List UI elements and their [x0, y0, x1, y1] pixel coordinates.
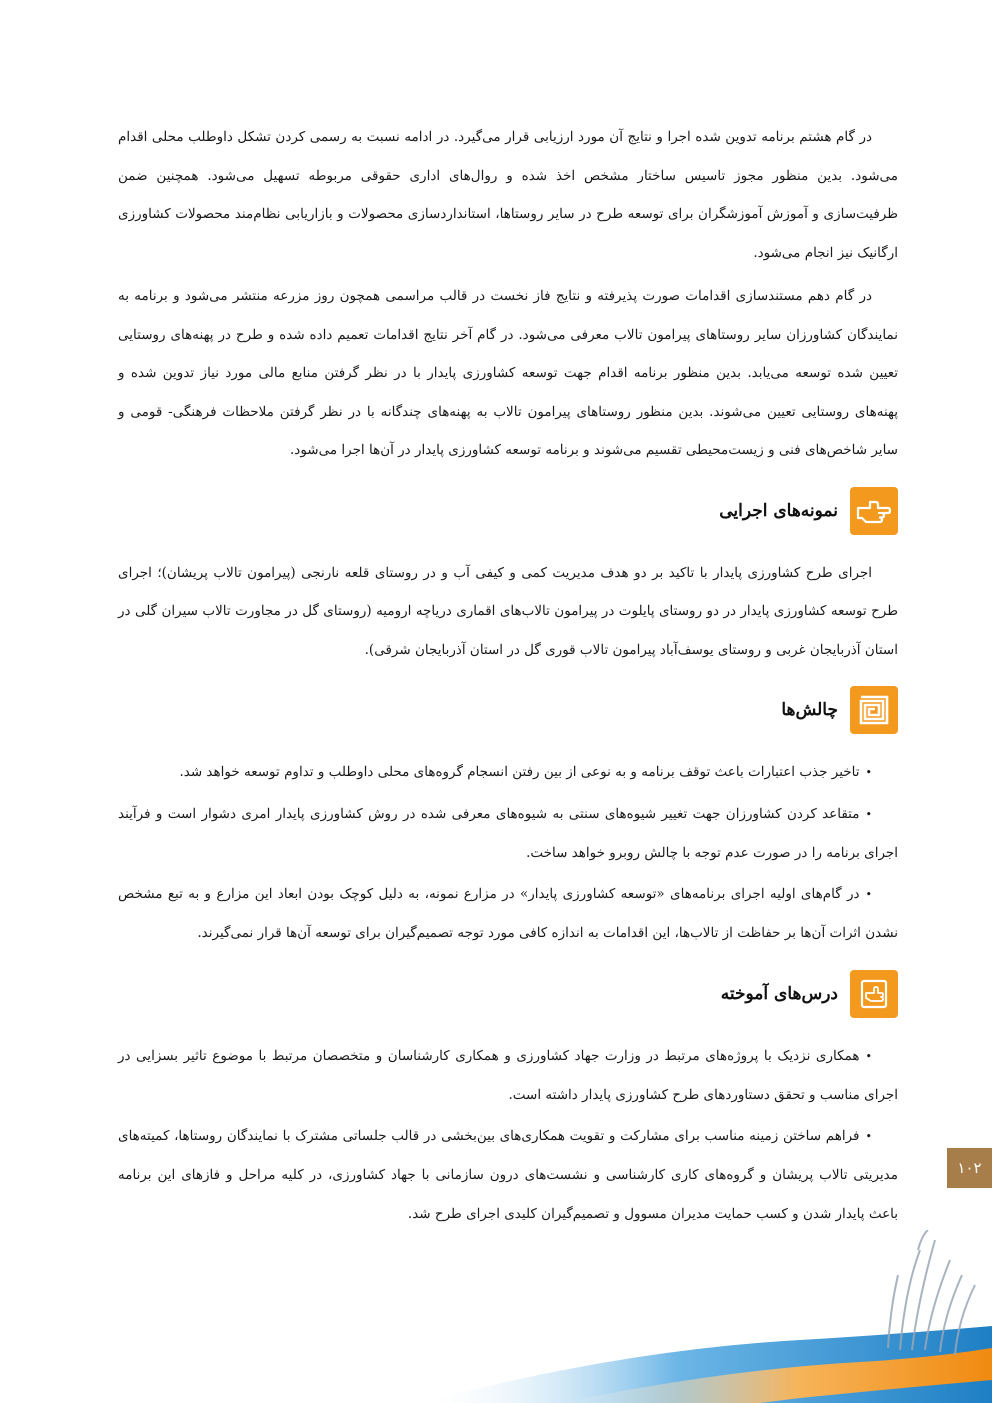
- section-header-challenges: [118, 681, 898, 739]
- decorative-wave-graphic: [0, 1230, 992, 1403]
- maze-icon: [850, 686, 898, 734]
- page-number-tab: [947, 1148, 992, 1188]
- bullet-marker: •: [865, 887, 872, 901]
- challenges-list: [118, 753, 898, 953]
- section-title-challenges: چالش‌ها: [781, 700, 838, 720]
- intro-paragraph-1: در گام هشتم برنامه تدوین شده اجرا و نتایج آن مورد ارزیابی قرار می‌گیرد. در ادامه نسبت به رسمی کردن تشکل داوطلب محلی اقدام می‌شود. بدین منظور مجوز تاسیس ساختار مشخص اخذ شده و روال‌های اداری حقوقی مربوطه تسهیل می‌شود. همچنین ضمن ظرفیت‌سازی و آموزش آموزشگران برای توسعه طرح در سایر روستاها، استانداردسازی محصولات و بازاریابی نظام‌مند محصولات کشاورزی ارگانیک نیز انجام می‌شود.: [118, 129, 898, 261]
- list-item: [118, 875, 898, 953]
- challenge-text: تاخیر جذب اعتبارات باعث توقف برنامه و به نوعی از بین رفتن انسجام گروه‌های محلی داوطلب و تداوم توسعه خواهد شد.: [179, 764, 860, 780]
- challenge-text: متقاعد کردن کشاورزان جهت تغییر شیوه‌های سنتی به شیوه‌های معرفی شده در روش کشاورزی پایدار امری دشوار است و فرآیند اجرای برنامه را در صورت عدم توجه با چالش روبرو خواهد ساخت.: [118, 805, 898, 861]
- bullet-marker: •: [865, 766, 872, 779]
- pointing-hand-icon: [850, 487, 898, 535]
- lesson-text: همکاری نزدیک با پروژه‌های مرتبط در وزارت جهاد کشاورزی و همکاری کارشناسان و متخصصان مرتبط با موضوع تاثیر بسزایی در اجرای مناسب و تحقق دستاوردهای طرح کشاورزی پایدار داشته است.: [118, 1047, 898, 1103]
- challenge-text: در گام‌های اولیه اجرای برنامه‌های «توسعه کشاورزی پایدار» در مزارع نمونه، به دلیل کوچک بودن ابعاد این مزارع و به تبع مشخص نشدن اثرات آن‌ها بر حفاظت از تالاب‌ها، این اقدامات به اندازه کافی مورد توجه تصمیم‌گیران برای توسعه آن‌ها قرار نمی‌گیرند.: [118, 885, 898, 941]
- section-header-lessons: [118, 965, 898, 1023]
- lessons-list: [118, 1037, 898, 1234]
- list-item: [118, 1037, 898, 1115]
- section-title-lessons: درس‌های آموخته: [720, 983, 838, 1004]
- list-item: [118, 795, 898, 873]
- section-header-examples: [118, 482, 898, 540]
- document-hand-icon: [850, 970, 898, 1018]
- bullet-marker: •: [865, 1049, 872, 1063]
- page-content: [118, 118, 898, 1235]
- examples-paragraph: اجرای طرح کشاورزی پایدار با تاکید بر دو هدف مدیریت کمی و کیفی آب و در روستای قلعه نارنجی (پیرامون تالاب پریشان)؛ اجرای طرح توسعه کشاورزی پایدار در دو روستای پایلوت در پیرامون تالاب‌های اقماری دریاچه ارومیه (روستای گل در مجاورت تالاب سیران گلی در استان آذربایجان غربی و روستای یوسف‌آباد پیرامون تالاب قوری گل در استان آذربایجان شرقی).: [118, 564, 898, 658]
- section-title-examples: نمونه‌های اجرایی: [719, 500, 838, 521]
- intro-paragraph-2: در گام دهم مستندسازی اقدامات صورت پذیرفته و نتایج فاز نخست در قالب مراسمی همچون روز مزرعه منتشر می‌شود و برنامه به نمایندگان کشاورزان سایر روستاهای پیرامون تالاب معرفی می‌شود. در گام آخر نتایج اقدامات تعمیم داده شده و طرح در پهنه‌های روستایی تعیین شده توسعه می‌یابد. بدین منظور برنامه اقدام جهت توسعه کشاورزی پایدار با در نظر گرفتن منابع مالی مورد نیاز تدوین شده و پهنه‌های روستایی تعیین می‌شوند. بدین منظور روستاهای پیرامون تالاب به پهنه‌های چندگانه با در نظر گرفتن ملاحظات فرهنگی- قومی و سایر شاخص‌های فنی و زیست‌محیطی تقسیم می‌شوند و برنامه توسعه کشاورزی پایدار در آن‌ها اجرا می‌شود.: [118, 288, 898, 458]
- bullet-marker: •: [865, 1129, 872, 1143]
- list-item: [118, 753, 898, 793]
- bullet-marker: •: [865, 807, 872, 821]
- lesson-text: فراهم ساختن زمینه مناسب برای مشارکت و تقویت همکاری‌های بین‌بخشی در قالب جلساتی مشترک با نمایندگان روستاها، کمیته‌های مدیریتی تالاب پریشان و گروه‌های کاری کارشناسی و نشست‌های درون سازمانی با جهاد کشاورزی، در کلیه مراحل و فازهای این برنامه باعث پایدار شدن و کسب حمایت مدیران مسوول و تصمیم‌گیران کلیدی اجرای طرح شد.: [118, 1127, 898, 1222]
- page-number: ۱۰۲: [957, 1159, 982, 1177]
- list-item: [118, 1117, 898, 1234]
